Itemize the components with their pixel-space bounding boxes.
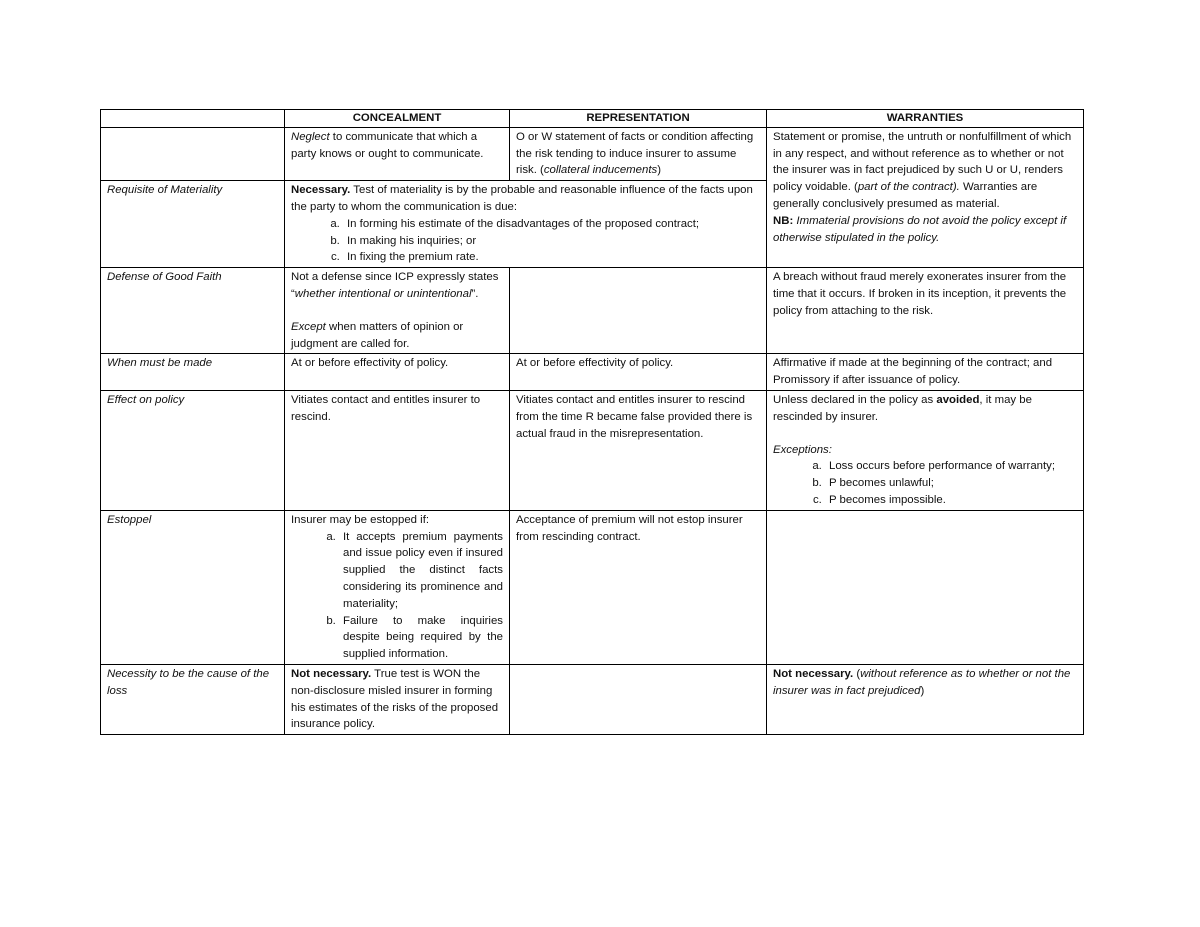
list-item: b. P becomes unlawful;	[825, 475, 1077, 492]
header-warranties: WARRANTIES	[767, 110, 1084, 128]
when-made-row	[101, 354, 1084, 391]
materiality-text: Necessary. Test of materiality is by the probable and reasonable influence of the facts upon the party to whom the communication is due: a. In forming his estimate of the disadvantages of the proposed contract; b. In making his inquiries; or c. In fixing the premium rate.	[285, 181, 767, 268]
definition-warranties: Statement or promise, the untruth or nonfulfillment of which in any respect, and without reference as to whether or not the insurer was in fact prejudiced by such U or U, renders policy voidable. (part of the contract). Warranties are generally conclusively presumed as material. NB: Immaterial provisions do not avoid the policy except if otherwise stipulated in the policy.	[767, 127, 1084, 267]
when-made-concealment: At or before effectivity of policy.	[285, 354, 510, 391]
materiality-list	[291, 216, 760, 266]
effect-warranties: Unless declared in the policy as avoided, it may be rescinded by insurer. Exceptions: a. Loss occurs before performance of warranty; b. P becomes unlawful; c. P becomes impossible.	[767, 390, 1084, 510]
list-item: c. P becomes impossible.	[825, 492, 1077, 509]
materiality-label: Requisite of Materiality	[101, 181, 285, 268]
necessity-row	[101, 664, 1084, 734]
good-faith-label: Defense of Good Faith	[101, 268, 285, 354]
exceptions-list	[773, 458, 1077, 508]
list-item: a. It accepts premium payments and issue policy even if insured supplied the distinct facts considering its prominence and materiality;	[339, 529, 503, 613]
estoppel-warranties	[767, 510, 1084, 664]
good-faith-row	[101, 268, 1084, 354]
header-blank	[101, 110, 285, 128]
header-concealment: CONCEALMENT	[285, 110, 510, 128]
good-faith-representation	[510, 268, 767, 354]
list-item: b. In making his inquiries; or	[343, 233, 760, 250]
necessity-concealment: Not necessary. True test is WON the non-disclosure misled insurer in forming his estimates of the risks of the proposed insurance policy.	[285, 664, 510, 734]
good-faith-warranties: A breach without fraud merely exonerates insurer from the time that it occurs. If broken in its inception, it prevents the policy from attaching to the risk.	[767, 268, 1084, 354]
when-made-label: When must be made	[101, 354, 285, 391]
estoppel-concealment: Insurer may be estopped if: a. It accepts premium payments and issue policy even if insured supplied the distinct facts considering its prominence and materiality; b. Failure to make inquiries despite being required by the supplied information.	[285, 510, 510, 664]
effect-representation: Vitiates contact and entitles insurer to rescind from the time R became false provided there is actual fraud in the misrepresentation.	[510, 390, 767, 510]
necessity-representation	[510, 664, 767, 734]
list-item: b. Failure to make inquiries despite being required by the supplied information.	[339, 613, 503, 663]
definition-concealment: Neglect to communicate that which a party knows or ought to communicate.	[285, 127, 510, 180]
good-faith-concealment: Not a defense since ICP expressly states “whether intentional or unintentional”. Except when matters of opinion or judgment are called for.	[285, 268, 510, 354]
list-item: a. Loss occurs before performance of warranty;	[825, 458, 1077, 475]
header-representation: REPRESENTATION	[510, 110, 767, 128]
list-item: c. In fixing the premium rate.	[343, 249, 760, 266]
when-made-representation: At or before effectivity of policy.	[510, 354, 767, 391]
definition-representation: O or W statement of facts or condition affecting the risk tending to induce insurer to assume risk. (collateral inducements)	[510, 127, 767, 180]
estoppel-list	[291, 529, 503, 663]
when-made-warranties: Affirmative if made at the beginning of the contract; and Promissory if after issuance of policy.	[767, 354, 1084, 391]
effect-label: Effect on policy	[101, 390, 285, 510]
necessity-warranties: Not necessary. (without reference as to whether or not the insurer was in fact prejudiced)	[767, 664, 1084, 734]
definition-row	[101, 127, 1084, 180]
exceptions-label: Exceptions:	[773, 443, 832, 456]
estoppel-label: Estoppel	[101, 510, 285, 664]
estoppel-row	[101, 510, 1084, 664]
effect-concealment: Vitiates contact and entitles insurer to rescind.	[285, 390, 510, 510]
comparison-table	[100, 109, 1084, 735]
necessity-label: Necessity to be the cause of the loss	[101, 664, 285, 734]
estoppel-representation: Acceptance of premium will not estop insurer from rescinding contract.	[510, 510, 767, 664]
effect-row	[101, 390, 1084, 510]
header-row	[101, 110, 1084, 128]
definition-label	[101, 127, 285, 180]
list-item: a. In forming his estimate of the disadvantages of the proposed contract;	[343, 216, 760, 233]
